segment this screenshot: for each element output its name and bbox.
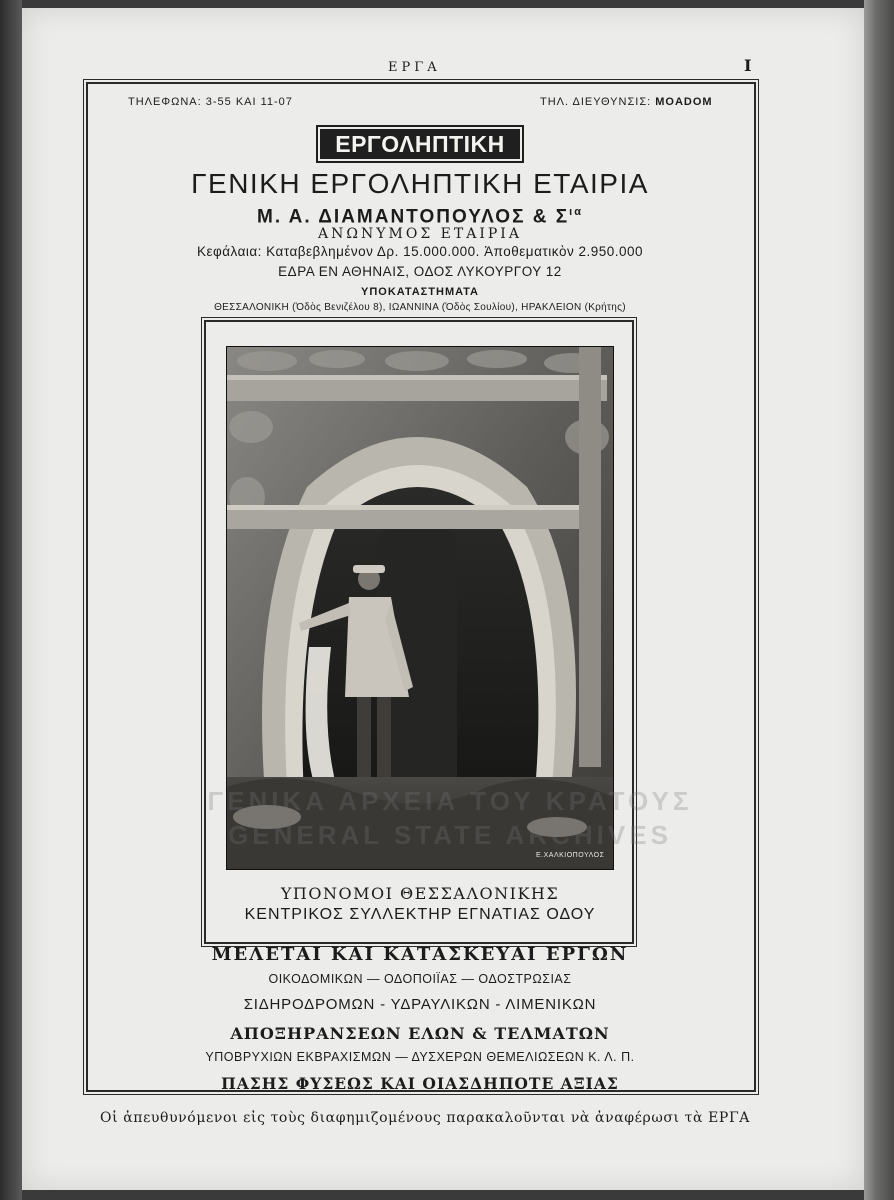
telegraph-label: ΤΗΛ. ΔΙΕΥΘΥΝΣΙΣ:: [540, 96, 652, 108]
capital-line: Κεφάλαια: Καταβεβλημένον Δρ. 15.000.000. Ἀποθεματικὸν 2.950.000: [196, 244, 644, 259]
page-number: I: [744, 56, 752, 75]
owners-name: Μ. Α. ΔΙΑΜΑΝΤΟΠΟΥΛΟΣ & Σ: [257, 206, 570, 228]
archive-watermark-greek: ΓΕΝΙΚΑ ΑΡΧΕΙΑ ΤΟΥ ΚΡΑΤΟΥΣ: [207, 786, 693, 816]
owners-line: [90, 206, 750, 228]
telegraph-address: [540, 96, 713, 108]
footer-note: Οἱ ἀπευθυνόμενοι εἰς τοὺς διαφημιζομένους παρακαλοῦνται νὰ ἀναφέρωσι τὰ ΕΡΓΑ: [100, 1110, 750, 1126]
page-edge: [864, 0, 894, 1200]
services-line: ΥΠΟΒΡΥΧΙΩΝ ΕΚΒΡΑΧΙΣΜΩΝ — ΔΥΣΧΕΡΩΝ ΘΕΜΕΛΙΩΣΕΩΝ Κ. Λ. Π.: [205, 1050, 635, 1064]
telegraph-code: MOADOM: [655, 96, 713, 108]
photo-credit: Ε.ΧΑΛΚΙΟΠΟΥΛΟΣ: [536, 852, 605, 859]
photo-caption-title: ΥΠΟΝΟΜΟΙ ΘΕΣΣΑΛΟΝΙΚΗΣ: [280, 884, 560, 903]
services-headline: ΜΕΛΕΤΑΙ ΚΑΙ ΚΑΤΑΣΚΕΥΑΙ ΕΡΓΩΝ: [211, 944, 629, 965]
archive-watermark-english: GENERAL STATE ARCHIVES: [228, 820, 672, 850]
services-line: ΑΠΟΞΗΡΑΝΣΕΩΝ ΕΛΩΝ & ΤΕΛΜΑΤΩΝ: [230, 1024, 610, 1043]
services-line: ΣΙΔΗΡΟΔΡΟΜΩΝ - ΥΔΡΑΥΛΙΚΩΝ - ΛΙΜΕΝΙΚΩΝ: [243, 996, 597, 1013]
seat-address: ΕΔΡΑ ΕΝ ΑΘΗΝΑΙΣ, ΟΔΟΣ ΛΥΚΟΥΡΓΟΥ 12: [278, 264, 562, 279]
branches-heading: ΥΠΟΚΑΤΑΣΤΗΜΑΤΑ: [361, 286, 479, 298]
entity-type: ΑΝΩΝΥΜΟΣ ΕΤΑΙΡΙΑ: [318, 226, 522, 242]
branches-list: ΘΕΣΣΑΛΟΝΙΚΗ (Ὁδὸς Βενιζέλου 8), ΙΩΑΝΝΙΝΑ (Ὁδὸς Σουλίου), ΗΡΑΚΛΕΙΟΝ (Κρήτης): [214, 302, 626, 313]
brand-badge: ΕΡΓΟΛΗΠΤΙΚΗ: [316, 125, 524, 163]
phone-numbers: ΤΗΛΕΦΩΝΑ: 3-55 ΚΑΙ 11-07: [128, 96, 293, 108]
owners-superscript: ια: [569, 206, 583, 218]
services-line: ΠΑΣΗΣ ΦΥΣΕΩΣ ΚΑΙ ΟΙΑΣΔΗΠΟΤΕ ΑΞΙΑΣ: [221, 1074, 619, 1093]
photo-caption-subtitle: ΚΕΝΤΡΙΚΟΣ ΣΥΛΛΕΚΤΗΡ ΕΓΝΑΤΙΑΣ ΟΔΟΥ: [244, 906, 596, 923]
running-head: ΕΡΓΑ: [388, 60, 441, 75]
company-name: ΓΕΝΙΚΗ ΕΡΓΟΛΗΠΤΙΚΗ ΕΤΑΙΡΙΑ: [191, 168, 649, 199]
book-gutter: [0, 0, 22, 1200]
services-line: ΟΙΚΟΔΟΜΙΚΩΝ — ΟΔΟΠΟΙΪΑΣ — ΟΔΟΣΤΡΩΣΙΑΣ: [268, 972, 572, 986]
